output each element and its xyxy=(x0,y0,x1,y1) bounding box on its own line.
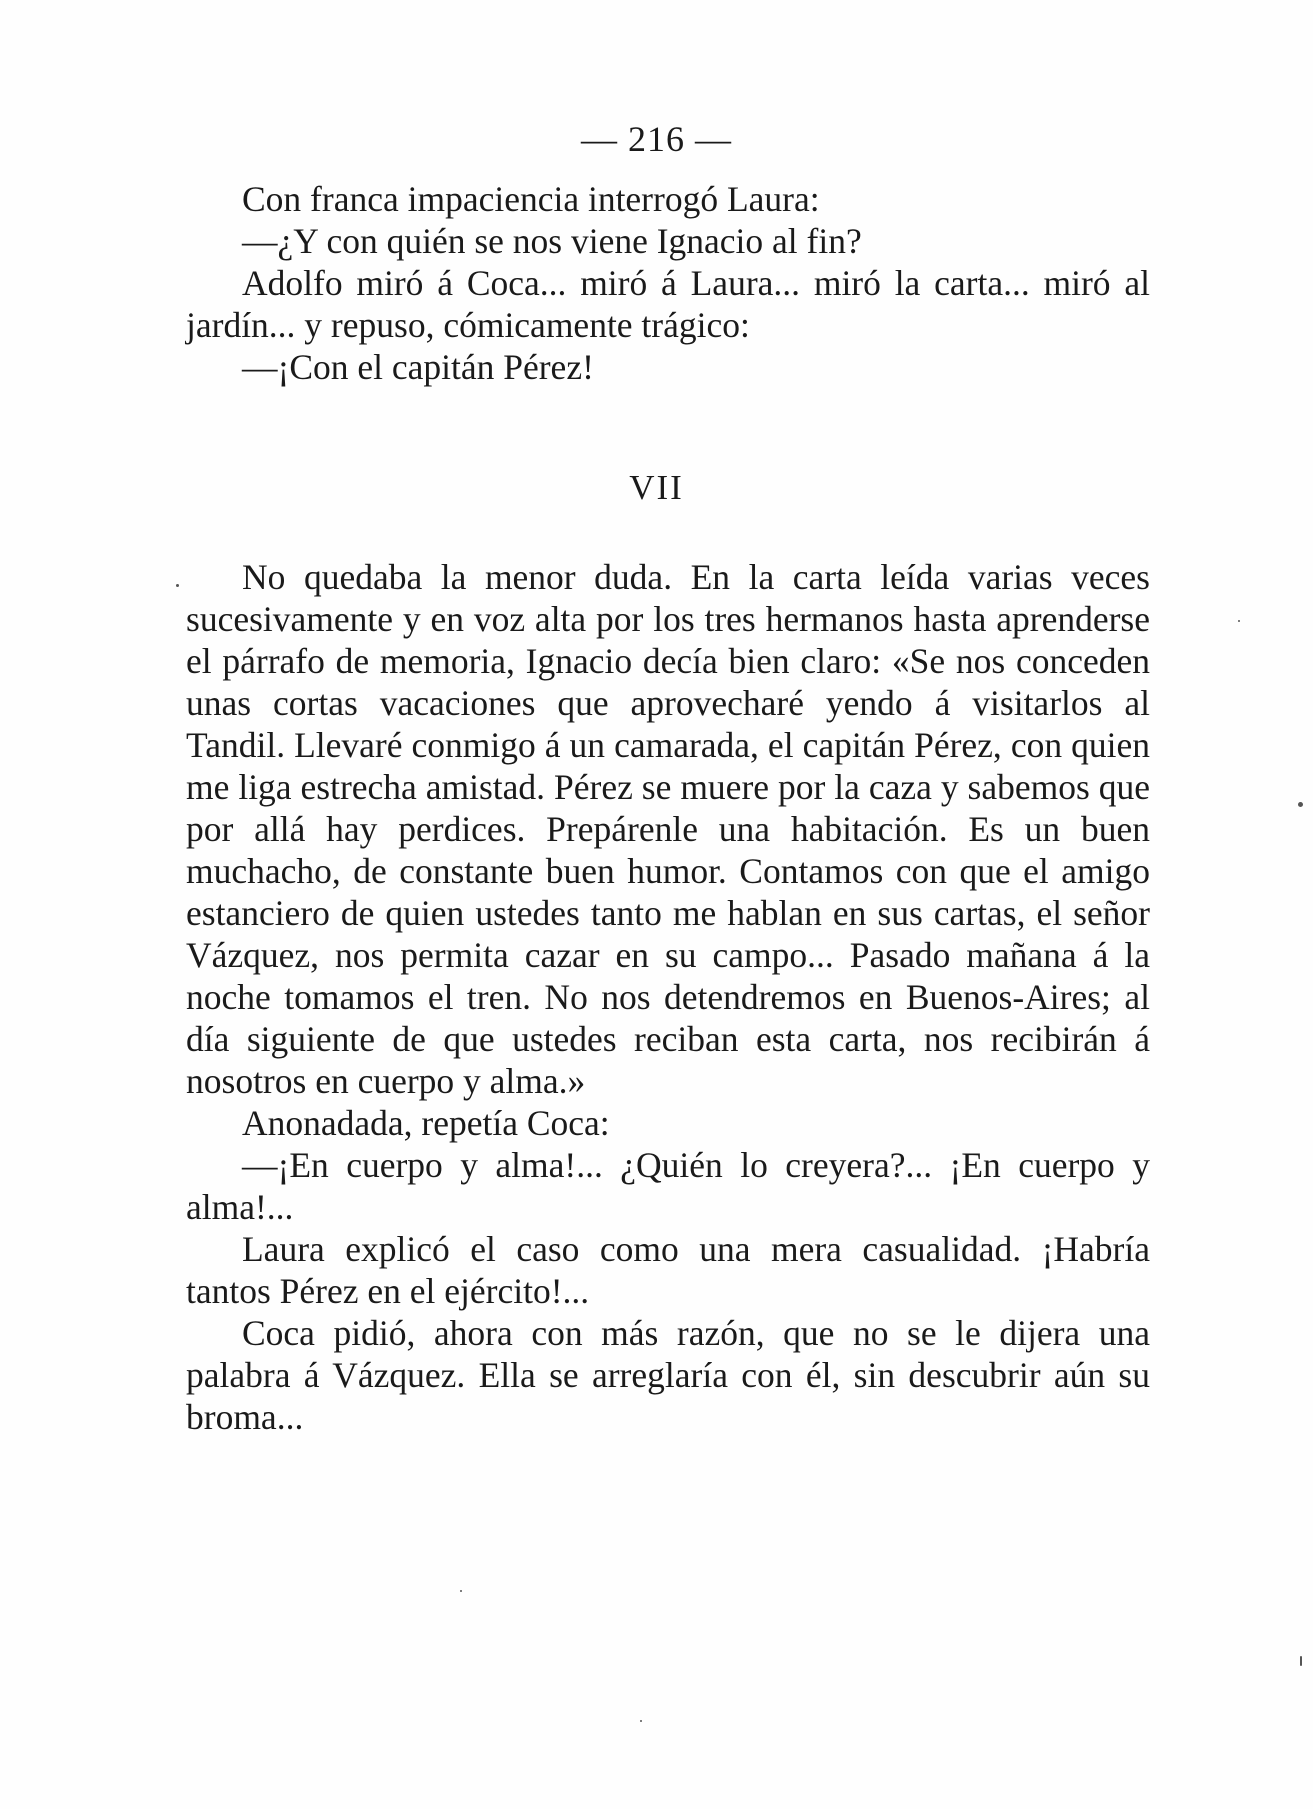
dialogue-line: —¿Y con quién se nos viene Ignacio al fin? xyxy=(242,221,862,261)
chapter-text xyxy=(186,556,1150,1438)
scan-speck xyxy=(1300,1656,1302,1666)
paragraph: No quedaba la menor duda. En la carta leída varias veces sucesivamente y en voz alta por los tres hermanos hasta aprenderse el párrafo de memoria, Ignacio decía bien claro: «Se nos conceden unas cortas vacaciones que aprovecharé yendo á visitarlos al Tandil. Llevaré conmigo á un camarada, el capitán Pérez, con quien me liga estrecha amistad. Pérez se muere por la caza y sabemos que por allá hay perdices. Prepárenle una habitación. Es un buen muchacho, de constante buen humor. Contamos con que el amigo estanciero de quien ustedes tanto me hablan en sus cartas, el señor Vázquez, nos permita cazar en su campo... Pasado mañana á la noche tomamos el tren. No nos detendremos en Buenos-Aires; al día siguiente de que ustedes reciban esta carta, nos recibirán á nosotros en cuerpo y alma.» xyxy=(186,557,1150,1101)
dialogue-line: —¡En cuerpo y alma!... ¿Quién lo creyera?... ¡En cuerpo y alma!... xyxy=(186,1145,1150,1227)
paragraph: Anonadada, repetía Coca: xyxy=(242,1103,610,1143)
chapter-heading: VII xyxy=(629,468,684,507)
scan-speck xyxy=(176,584,179,587)
paragraph: Coca pidió, ahora con más razón, que no se le dijera una palabra á Vázquez. Ella se arreglaría con él, sin descubrir aún su broma... xyxy=(186,1313,1150,1437)
paragraph: Laura explicó el caso como una mera casualidad. ¡Habría tantos Pérez en el ejército!... xyxy=(186,1229,1150,1311)
opening-text xyxy=(186,178,1150,388)
dialogue-line: —¡Con el capitán Pérez! xyxy=(242,347,594,387)
scan-speck xyxy=(1238,620,1240,622)
paragraph: Con franca impaciencia interrogó Laura: xyxy=(242,179,820,219)
scan-speck xyxy=(1298,802,1303,807)
page-number: — 216 — xyxy=(581,119,732,159)
paragraph: Adolfo miró á Coca... miró á Laura... miró la carta... miró al jardín... y repuso, cómicamente trágico: xyxy=(186,263,1150,345)
scan-speck xyxy=(640,1720,642,1722)
scan-speck xyxy=(460,1590,462,1592)
